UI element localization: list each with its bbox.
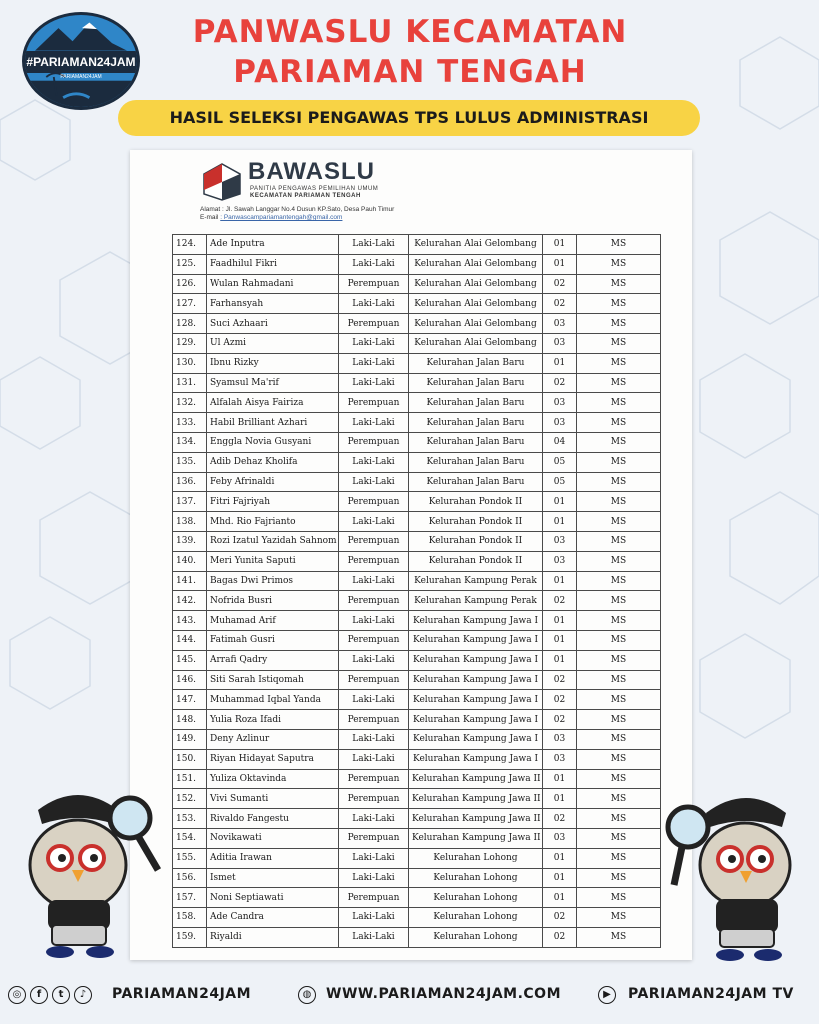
participant-kelurahan: Kelurahan Jalan Baru bbox=[409, 373, 543, 393]
participant-gender: Laki-Laki bbox=[339, 235, 409, 255]
participant-name: Deny Azlinur bbox=[207, 729, 339, 749]
row-number: 136. bbox=[173, 472, 207, 492]
youtube-channel[interactable]: PARIAMAN24JAM TV bbox=[628, 986, 794, 1002]
row-number: 127. bbox=[173, 294, 207, 314]
table-row bbox=[173, 254, 661, 274]
bawaslu-name: BAWASLU bbox=[248, 158, 375, 185]
row-number: 124. bbox=[173, 235, 207, 255]
participant-tps: 02 bbox=[543, 710, 577, 730]
facebook-icon[interactable]: f bbox=[30, 986, 48, 1004]
table-row bbox=[173, 531, 661, 551]
row-number: 134. bbox=[173, 432, 207, 452]
participant-tps: 03 bbox=[543, 413, 577, 433]
participant-kelurahan: Kelurahan Pondok II bbox=[409, 492, 543, 512]
participant-table bbox=[172, 234, 661, 948]
participant-status: MS bbox=[577, 868, 661, 888]
row-number: 125. bbox=[173, 254, 207, 274]
globe-icon: ◍ bbox=[298, 986, 316, 1004]
participant-status: MS bbox=[577, 769, 661, 789]
participant-name: Fitri Fajriyah bbox=[207, 492, 339, 512]
participant-status: MS bbox=[577, 690, 661, 710]
participant-tps: 01 bbox=[543, 235, 577, 255]
participant-name: Alfalah Aisya Fairiza bbox=[207, 393, 339, 413]
email-line bbox=[200, 214, 342, 221]
participant-status: MS bbox=[577, 848, 661, 868]
participant-kelurahan: Kelurahan Alai Gelombang bbox=[409, 235, 543, 255]
row-number: 151. bbox=[173, 769, 207, 789]
table-row bbox=[173, 828, 661, 848]
participant-name: Muhamad Arif bbox=[207, 611, 339, 631]
participant-gender: Laki-Laki bbox=[339, 868, 409, 888]
participant-tps: 01 bbox=[543, 789, 577, 809]
participant-name: Riyan Hidayat Saputra bbox=[207, 749, 339, 769]
participant-tps: 01 bbox=[543, 868, 577, 888]
participant-tps: 02 bbox=[543, 670, 577, 690]
participant-kelurahan: Kelurahan Alai Gelombang bbox=[409, 333, 543, 353]
table-row bbox=[173, 749, 661, 769]
owl-mascot-left-icon bbox=[8, 770, 168, 960]
email-link[interactable]: : Panwascampariamantengah@gmail.com bbox=[220, 214, 343, 221]
participant-name: Farhansyah bbox=[207, 294, 339, 314]
participant-tps: 02 bbox=[543, 274, 577, 294]
participant-gender: Laki-Laki bbox=[339, 809, 409, 829]
row-number: 149. bbox=[173, 729, 207, 749]
participant-gender: Laki-Laki bbox=[339, 333, 409, 353]
row-number: 140. bbox=[173, 551, 207, 571]
participant-tps: 01 bbox=[543, 492, 577, 512]
participant-tps: 01 bbox=[543, 571, 577, 591]
participant-gender: Perempuan bbox=[339, 888, 409, 908]
participant-status: MS bbox=[577, 888, 661, 908]
table-row bbox=[173, 571, 661, 591]
youtube-icon[interactable]: ▶ bbox=[598, 986, 616, 1004]
participant-kelurahan: Kelurahan Kampung Jawa I bbox=[409, 670, 543, 690]
participant-kelurahan: Kelurahan Kampung Jawa I bbox=[409, 729, 543, 749]
participant-name: Ade Candra bbox=[207, 908, 339, 928]
address-line bbox=[200, 206, 394, 213]
participant-tps: 02 bbox=[543, 373, 577, 393]
participant-tps: 01 bbox=[543, 353, 577, 373]
participant-kelurahan: Kelurahan Kampung Jawa I bbox=[409, 690, 543, 710]
participant-tps: 01 bbox=[543, 512, 577, 532]
row-number: 146. bbox=[173, 670, 207, 690]
participant-status: MS bbox=[577, 314, 661, 334]
row-number: 144. bbox=[173, 630, 207, 650]
row-number: 159. bbox=[173, 927, 207, 947]
participant-kelurahan: Kelurahan Kampung Jawa II bbox=[409, 809, 543, 829]
participant-gender: Laki-Laki bbox=[339, 650, 409, 670]
participant-status: MS bbox=[577, 512, 661, 532]
participant-tps: 02 bbox=[543, 908, 577, 928]
subtitle-banner: HASIL SELEKSI PENGAWAS TPS LULUS ADMINISTRASI bbox=[118, 100, 700, 136]
table-row bbox=[173, 729, 661, 749]
participant-tps: 03 bbox=[543, 749, 577, 769]
row-number: 138. bbox=[173, 512, 207, 532]
participant-tps: 01 bbox=[543, 630, 577, 650]
table-row bbox=[173, 393, 661, 413]
participant-tps: 02 bbox=[543, 809, 577, 829]
participant-status: MS bbox=[577, 235, 661, 255]
participant-kelurahan: Kelurahan Jalan Baru bbox=[409, 393, 543, 413]
participant-tps: 03 bbox=[543, 333, 577, 353]
participant-kelurahan: Kelurahan Alai Gelombang bbox=[409, 274, 543, 294]
participant-status: MS bbox=[577, 749, 661, 769]
row-number: 145. bbox=[173, 650, 207, 670]
table-row bbox=[173, 314, 661, 334]
participant-name: Yulia Roza Ifadi bbox=[207, 710, 339, 730]
participant-gender: Perempuan bbox=[339, 591, 409, 611]
participant-gender: Perempuan bbox=[339, 551, 409, 571]
row-number: 141. bbox=[173, 571, 207, 591]
row-number: 152. bbox=[173, 789, 207, 809]
participant-status: MS bbox=[577, 531, 661, 551]
participant-kelurahan: Kelurahan Jalan Baru bbox=[409, 452, 543, 472]
participant-kelurahan: Kelurahan Kampung Jawa I bbox=[409, 650, 543, 670]
table-row bbox=[173, 432, 661, 452]
footer-bar bbox=[0, 972, 819, 1024]
participant-kelurahan: Kelurahan Kampung Perak bbox=[409, 591, 543, 611]
row-number: 142. bbox=[173, 591, 207, 611]
participant-tps: 02 bbox=[543, 927, 577, 947]
participant-tps: 03 bbox=[543, 393, 577, 413]
table-row bbox=[173, 333, 661, 353]
participant-name: Ismet bbox=[207, 868, 339, 888]
participant-status: MS bbox=[577, 670, 661, 690]
participant-gender: Laki-Laki bbox=[339, 472, 409, 492]
table-row bbox=[173, 809, 661, 829]
participant-tps: 01 bbox=[543, 611, 577, 631]
row-number: 131. bbox=[173, 373, 207, 393]
table-row bbox=[173, 908, 661, 928]
address-value: : Jl. Sawah Langgar No.4 Dusun KP.Sato, Desa Pauh Timur bbox=[222, 206, 395, 213]
participant-status: MS bbox=[577, 274, 661, 294]
participant-status: MS bbox=[577, 809, 661, 829]
twitter-icon[interactable]: t bbox=[52, 986, 70, 1004]
participant-status: MS bbox=[577, 393, 661, 413]
participant-gender: Perempuan bbox=[339, 789, 409, 809]
table-row bbox=[173, 373, 661, 393]
table-row bbox=[173, 769, 661, 789]
table-row bbox=[173, 472, 661, 492]
participant-status: MS bbox=[577, 353, 661, 373]
logo-text: #PARIAMAN24JAM bbox=[25, 51, 137, 73]
table-row bbox=[173, 235, 661, 255]
row-number: 129. bbox=[173, 333, 207, 353]
participant-name: Wulan Rahmadani bbox=[207, 274, 339, 294]
row-number: 132. bbox=[173, 393, 207, 413]
participant-status: MS bbox=[577, 828, 661, 848]
participant-gender: Perempuan bbox=[339, 710, 409, 730]
participant-kelurahan: Kelurahan Lohong bbox=[409, 927, 543, 947]
table-row bbox=[173, 927, 661, 947]
participant-kelurahan: Kelurahan Kampung Jawa I bbox=[409, 611, 543, 631]
participant-status: MS bbox=[577, 333, 661, 353]
participant-gender: Laki-Laki bbox=[339, 611, 409, 631]
participant-name: Yuliza Oktavinda bbox=[207, 769, 339, 789]
participant-kelurahan: Kelurahan Lohong bbox=[409, 888, 543, 908]
participant-name: Siti Sarah Istiqomah bbox=[207, 670, 339, 690]
participant-status: MS bbox=[577, 492, 661, 512]
participant-name: Feby Afrinaldi bbox=[207, 472, 339, 492]
row-number: 133. bbox=[173, 413, 207, 433]
participant-kelurahan: Kelurahan Kampung Jawa II bbox=[409, 828, 543, 848]
participant-name: Mhd. Rio Fajrianto bbox=[207, 512, 339, 532]
participant-tps: 03 bbox=[543, 729, 577, 749]
participant-status: MS bbox=[577, 927, 661, 947]
participant-kelurahan: Kelurahan Jalan Baru bbox=[409, 353, 543, 373]
table-row bbox=[173, 294, 661, 314]
table-row bbox=[173, 413, 661, 433]
participant-name: Bagas Dwi Primos bbox=[207, 571, 339, 591]
participant-gender: Laki-Laki bbox=[339, 413, 409, 433]
participant-name: Meri Yunita Saputi bbox=[207, 551, 339, 571]
website-link[interactable]: WWW.PARIAMAN24JAM.COM bbox=[326, 986, 562, 1002]
participant-gender: Perempuan bbox=[339, 670, 409, 690]
row-number: 128. bbox=[173, 314, 207, 334]
participant-name: Aditia Irawan bbox=[207, 848, 339, 868]
participant-name: Ibnu Rizky bbox=[207, 353, 339, 373]
participant-name: Novikawati bbox=[207, 828, 339, 848]
participant-kelurahan: Kelurahan Jalan Baru bbox=[409, 413, 543, 433]
table-row bbox=[173, 670, 661, 690]
scanned-document bbox=[130, 150, 692, 960]
participant-gender: Laki-Laki bbox=[339, 571, 409, 591]
participant-gender: Laki-Laki bbox=[339, 690, 409, 710]
participant-gender: Laki-Laki bbox=[339, 294, 409, 314]
table-row bbox=[173, 650, 661, 670]
participant-kelurahan: Kelurahan Kampung Jawa I bbox=[409, 749, 543, 769]
participant-name: Ul Azmi bbox=[207, 333, 339, 353]
participant-status: MS bbox=[577, 710, 661, 730]
participant-status: MS bbox=[577, 472, 661, 492]
participant-name: Adib Dehaz Kholifa bbox=[207, 452, 339, 472]
participant-gender: Laki-Laki bbox=[339, 908, 409, 928]
participant-kelurahan: Kelurahan Lohong bbox=[409, 868, 543, 888]
participant-name: Syamsul Ma'rif bbox=[207, 373, 339, 393]
participant-name: Vivi Sumanti bbox=[207, 789, 339, 809]
participant-gender: Perempuan bbox=[339, 769, 409, 789]
participant-name: Rivaldo Fangestu bbox=[207, 809, 339, 829]
participant-status: MS bbox=[577, 908, 661, 928]
participant-tps: 01 bbox=[543, 769, 577, 789]
participant-kelurahan: Kelurahan Jalan Baru bbox=[409, 472, 543, 492]
participant-kelurahan: Kelurahan Pondok II bbox=[409, 551, 543, 571]
participant-kelurahan: Kelurahan Kampung Jawa II bbox=[409, 769, 543, 789]
participant-kelurahan: Kelurahan Alai Gelombang bbox=[409, 254, 543, 274]
owl-mascot-right-icon bbox=[660, 775, 810, 965]
participant-gender: Perempuan bbox=[339, 492, 409, 512]
participant-gender: Laki-Laki bbox=[339, 729, 409, 749]
participant-tps: 01 bbox=[543, 888, 577, 908]
bawaslu-kecamatan: KECAMATAN PARIAMAN TENGAH bbox=[250, 193, 361, 199]
participant-name: Nofrida Busri bbox=[207, 591, 339, 611]
participant-gender: Perempuan bbox=[339, 432, 409, 452]
page-title-line2: PARIAMAN TENGAH bbox=[233, 54, 587, 90]
participant-status: MS bbox=[577, 551, 661, 571]
participant-gender: Laki-Laki bbox=[339, 254, 409, 274]
participant-status: MS bbox=[577, 413, 661, 433]
participant-kelurahan: Kelurahan Kampung Jawa II bbox=[409, 789, 543, 809]
participant-status: MS bbox=[577, 729, 661, 749]
table-row bbox=[173, 888, 661, 908]
participant-tps: 02 bbox=[543, 690, 577, 710]
participant-gender: Perempuan bbox=[339, 531, 409, 551]
row-number: 137. bbox=[173, 492, 207, 512]
tiktok-icon[interactable]: ♪ bbox=[74, 986, 92, 1004]
address-label: Alamat bbox=[200, 206, 221, 213]
participant-gender: Laki-Laki bbox=[339, 848, 409, 868]
participant-status: MS bbox=[577, 611, 661, 631]
participant-status: MS bbox=[577, 294, 661, 314]
table-row bbox=[173, 551, 661, 571]
participant-tps: 03 bbox=[543, 531, 577, 551]
participant-gender: Perempuan bbox=[339, 828, 409, 848]
participant-status: MS bbox=[577, 452, 661, 472]
participant-name: Muhammad Iqbal Yanda bbox=[207, 690, 339, 710]
row-number: 158. bbox=[173, 908, 207, 928]
row-number: 139. bbox=[173, 531, 207, 551]
participant-gender: Laki-Laki bbox=[339, 512, 409, 532]
instagram-icon[interactable]: ◎ bbox=[8, 986, 26, 1004]
participant-tps: 01 bbox=[543, 848, 577, 868]
row-number: 126. bbox=[173, 274, 207, 294]
row-number: 156. bbox=[173, 868, 207, 888]
participant-gender: Laki-Laki bbox=[339, 353, 409, 373]
participant-gender: Laki-Laki bbox=[339, 373, 409, 393]
participant-tps: 03 bbox=[543, 828, 577, 848]
participant-tps: 03 bbox=[543, 314, 577, 334]
table-row bbox=[173, 492, 661, 512]
participant-gender: Laki-Laki bbox=[339, 452, 409, 472]
participant-kelurahan: Kelurahan Alai Gelombang bbox=[409, 314, 543, 334]
participant-name: Ade Inputra bbox=[207, 235, 339, 255]
email-label: E-mail bbox=[200, 214, 219, 221]
participant-gender: Perempuan bbox=[339, 393, 409, 413]
participant-status: MS bbox=[577, 630, 661, 650]
row-number: 157. bbox=[173, 888, 207, 908]
participant-gender: Perempuan bbox=[339, 314, 409, 334]
participant-kelurahan: Kelurahan Lohong bbox=[409, 908, 543, 928]
logo-subtext: PARIAMAN24JAM bbox=[60, 74, 102, 80]
participant-kelurahan: Kelurahan Kampung Perak bbox=[409, 571, 543, 591]
row-number: 153. bbox=[173, 809, 207, 829]
participant-tps: 01 bbox=[543, 254, 577, 274]
table-row bbox=[173, 630, 661, 650]
social-handle: PARIAMAN24JAM bbox=[112, 986, 252, 1002]
table-row bbox=[173, 868, 661, 888]
participant-tps: 05 bbox=[543, 472, 577, 492]
table-row bbox=[173, 848, 661, 868]
participant-status: MS bbox=[577, 650, 661, 670]
participant-kelurahan: Kelurahan Kampung Jawa I bbox=[409, 710, 543, 730]
row-number: 143. bbox=[173, 611, 207, 631]
participant-kelurahan: Kelurahan Jalan Baru bbox=[409, 432, 543, 452]
participant-status: MS bbox=[577, 591, 661, 611]
table-row bbox=[173, 512, 661, 532]
table-row bbox=[173, 611, 661, 631]
row-number: 148. bbox=[173, 710, 207, 730]
participant-name: Arrafi Qadry bbox=[207, 650, 339, 670]
row-number: 150. bbox=[173, 749, 207, 769]
participant-kelurahan: Kelurahan Pondok II bbox=[409, 512, 543, 532]
table-row bbox=[173, 789, 661, 809]
row-number: 155. bbox=[173, 848, 207, 868]
table-row bbox=[173, 710, 661, 730]
participant-gender: Laki-Laki bbox=[339, 927, 409, 947]
participant-status: MS bbox=[577, 432, 661, 452]
participant-name: Noni Septiawati bbox=[207, 888, 339, 908]
participant-tps: 05 bbox=[543, 452, 577, 472]
participant-status: MS bbox=[577, 254, 661, 274]
table-row bbox=[173, 452, 661, 472]
participant-kelurahan: Kelurahan Kampung Jawa I bbox=[409, 630, 543, 650]
participant-tps: 04 bbox=[543, 432, 577, 452]
table-row bbox=[173, 591, 661, 611]
participant-gender: Laki-Laki bbox=[339, 749, 409, 769]
participant-name: Riyaldi bbox=[207, 927, 339, 947]
participant-status: MS bbox=[577, 571, 661, 591]
page-title-line1: PANWASLU KECAMATAN bbox=[192, 14, 628, 50]
pariaman24jam-logo bbox=[22, 12, 140, 110]
participant-status: MS bbox=[577, 789, 661, 809]
participant-kelurahan: Kelurahan Pondok II bbox=[409, 531, 543, 551]
participant-name: Fatimah Gusri bbox=[207, 630, 339, 650]
participant-kelurahan: Kelurahan Lohong bbox=[409, 848, 543, 868]
participant-name: Rozi Izatul Yazidah Sahnom bbox=[207, 531, 339, 551]
participant-name: Habil Brilliant Azhari bbox=[207, 413, 339, 433]
participant-status: MS bbox=[577, 373, 661, 393]
row-number: 135. bbox=[173, 452, 207, 472]
participant-tps: 03 bbox=[543, 551, 577, 571]
participant-kelurahan: Kelurahan Alai Gelombang bbox=[409, 294, 543, 314]
participant-gender: Perempuan bbox=[339, 630, 409, 650]
participant-tps: 02 bbox=[543, 591, 577, 611]
row-number: 147. bbox=[173, 690, 207, 710]
table-row bbox=[173, 274, 661, 294]
participant-name: Faadhilul Fikri bbox=[207, 254, 339, 274]
participant-name: Enggla Novia Gusyani bbox=[207, 432, 339, 452]
participant-tps: 01 bbox=[543, 650, 577, 670]
participant-tps: 02 bbox=[543, 294, 577, 314]
row-number: 154. bbox=[173, 828, 207, 848]
table-row bbox=[173, 353, 661, 373]
row-number: 130. bbox=[173, 353, 207, 373]
bawaslu-subtitle: PANITIA PENGAWAS PEMILIHAN UMUM bbox=[250, 186, 379, 192]
table-row bbox=[173, 690, 661, 710]
participant-name: Suci Azhaari bbox=[207, 314, 339, 334]
bawaslu-logo-icon bbox=[200, 160, 244, 202]
participant-gender: Perempuan bbox=[339, 274, 409, 294]
